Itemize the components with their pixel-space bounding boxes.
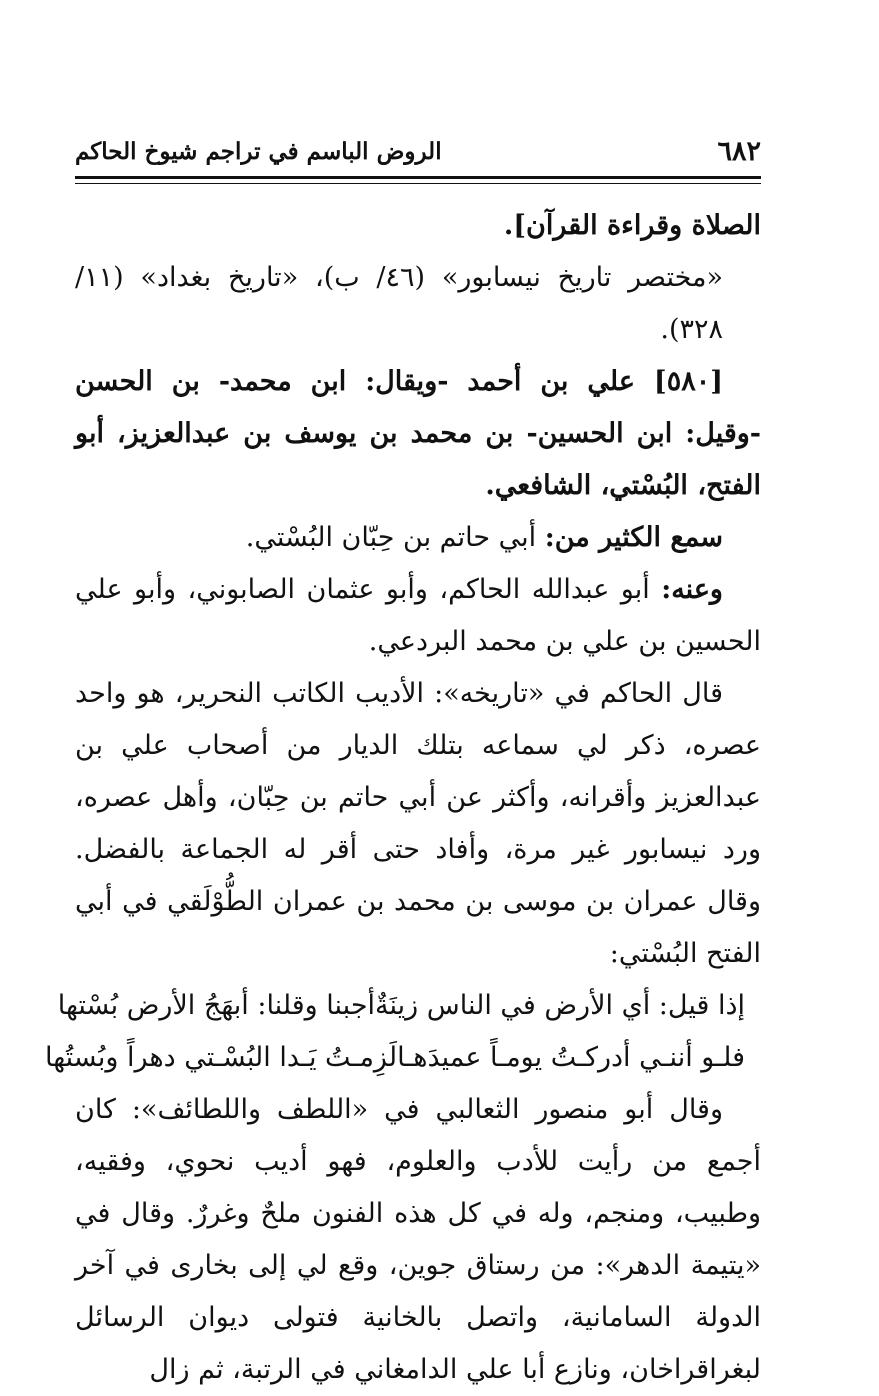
heard-label: سمع الكثير من:	[544, 522, 723, 553]
verse-2-first-hemistich: فلـو أننـي أدركـتُ يومـاً عميدَهـا	[397, 1042, 745, 1073]
previous-entry-end: الصلاة وقراءة القرآن].	[503, 210, 761, 241]
sources-line: «مختصر تاريخ نيسابور» (٤٦/ ب)، «تاريخ بغداد» (١١/ ٣٢٨).	[75, 262, 723, 345]
header-rule-thick	[75, 176, 761, 179]
heard-from-paragraph	[75, 512, 761, 564]
from-text: أبو عبدالله الحاكم، وأبو عثمان الصابوني، وأبو علي الحسين بن علي بن محمد البردعي.	[75, 574, 761, 657]
heard-text: أبي حاتم بن حِبّان البُسْتي.	[245, 522, 537, 553]
running-title: الروض الباسم في تراجم شيوخ الحاكم	[75, 138, 442, 165]
verse-1-first-hemistich: إذا قيل: أي الأرض في الناس زينَةٌ	[375, 990, 745, 1021]
entry-heading: [٥٨٠] علي بن أحمد -ويقال: ابن محمد- بن الحسن -وقيل: ابن الحسين- بن محمد بن يوسف بن عبدالعزيز، أبو الفتح، البُسْتي، الشافعي.	[75, 366, 761, 501]
verse-line-2	[44, 1032, 761, 1084]
thaalibi-paragraph: وقال أبو منصور الثعالبي في «اللطف واللطائف»: كان أجمع من رأيت للأدب والعلوم، فهو أديب نحوي، وفقيه، وطبيب، ومنجم، وله في كل هذه الفنون ملحٌ وغررٌ. وقال في «يتيمة الدهر»: من رستاق جوين، وقع لي إلى بخارى في آخر الدولة السامانية، واتصل بالخانية فتولى ديوان الرسائل لبغراقراخان، ونازع أبا علي الدامغاني في الرتبة، ثم زال	[75, 1094, 761, 1385]
verse-line-1	[57, 980, 761, 1032]
from-label: وعنه:	[661, 574, 723, 605]
page-header	[75, 128, 761, 178]
verse-1-second-hemistich: أجبنا وقلنا: أبهَجُ الأرض بُسْتها	[57, 990, 376, 1021]
verse-2-second-hemistich: لَزِمـتُ يَـدا البُسْـتي دهراً وبُستُها	[44, 1042, 398, 1073]
page-body	[44, 200, 761, 1396]
hakim-paragraph: قال الحاكم في «تاريخه»: الأديب الكاتب النحرير، هو واحد عصره، ذكر لي سماعه بتلك الديار من أصحاب علي بن عبدالعزيز وأقرانه، وأكثر عن أبي حاتم بن حِبّان، وأهل عصره، ورد نيسابور غير مرة، وأفاد حتى أقر له الجماعة بالفضل. وقال عمران بن موسى بن محمد بن عمران الطُّوْلَقي في أبي الفتح البُسْتي:	[75, 678, 761, 969]
header-rule-thin	[75, 183, 761, 184]
page-number: ٦٨٢	[717, 136, 761, 167]
narrators-paragraph	[75, 564, 761, 668]
